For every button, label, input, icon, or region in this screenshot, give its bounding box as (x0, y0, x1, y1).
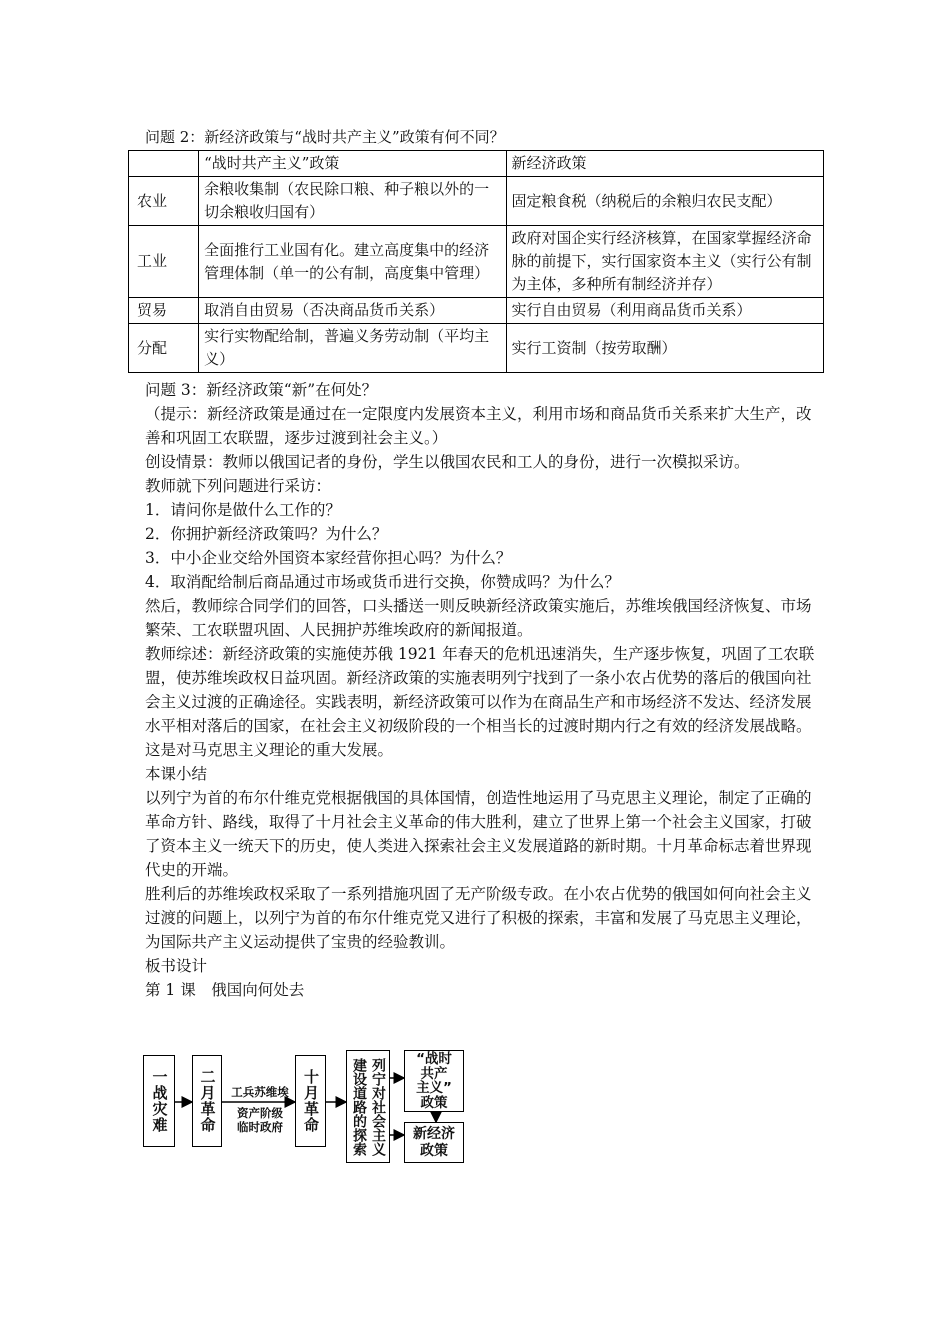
box-october-revolution (295, 1055, 326, 1147)
table-row (129, 324, 824, 373)
question-3: 问题 3：新经济政策“新”在何处？ (145, 381, 378, 399)
comparison-table (128, 150, 824, 373)
table-header-cell: 新经济政策 (506, 151, 823, 177)
table-row (129, 298, 824, 324)
nep-cell: 政府对国企实行经济核算，在国家掌握经济命脉的前提下，实行国家资本主义（实行公有制为主体，多种所有制经济并存） (506, 226, 823, 298)
summary-paragraph: 胜利后的苏维埃政权采取了一系列措施巩固了无产阶级专政。在小农占优势的俄国如何向社会主义过渡的问题上，以列宁为首的布尔什维克党又进行了积极的探索，丰富和发展了马克思主义理论，为国际共产主义运动提供了宝贵的经验教训。 (145, 885, 812, 951)
section-heading-summary: 本课小结 (145, 765, 208, 783)
box-label: 十月革命 (302, 1069, 320, 1133)
table-header-cell: “战时共产主义”政策 (199, 151, 506, 177)
box-new-economic-policy (404, 1122, 464, 1163)
box-label: 一战灾难 (150, 1069, 169, 1133)
wartime-cell: 全面推行工业国有化。建立高度集中的经济管理体制（单一的公有制，高度集中管理） (199, 226, 506, 298)
interview-question: 1．请问你是做什么工作的？ (145, 501, 341, 519)
nep-cell: 实行工资制（按劳取酬） (506, 324, 823, 373)
box-lenin-exploration (346, 1050, 390, 1163)
nep-cell: 实行自由贸易（利用商品货币关系） (506, 298, 823, 324)
row-label: 农业 (129, 177, 199, 226)
box-line: 主义” (416, 1080, 452, 1096)
label-provisional-gov: 临时政府 (237, 1120, 283, 1134)
row-label: 工业 (129, 226, 199, 298)
table-row (129, 177, 824, 226)
box-february-revolution (192, 1055, 222, 1147)
section-heading-board: 板书设计 (145, 957, 208, 975)
hint-paragraph: （提示：新经济政策是通过在一定限度内发展资本主义，利用市场和商品货币关系来扩大生产，改善和巩固工农联盟，逐步过渡到社会主义。） (145, 405, 812, 447)
board-diagram (140, 1050, 470, 1168)
wartime-cell: 余粮收集制（农民除口粮、种子粮以外的一切余粮收归国有） (199, 177, 506, 226)
row-label: 贸易 (129, 298, 199, 324)
interview-intro: 教师就下列问题进行采访： (145, 477, 332, 495)
lesson-title: 第 1 课 俄国向何处去 (145, 981, 305, 999)
label-bourgeois: 资产阶级 (237, 1106, 283, 1120)
box-line: 政策 (420, 1094, 448, 1111)
question-2: 问题 2：新经济政策与“战时共产主义”政策有何不同？ (145, 128, 505, 146)
row-label: 分配 (129, 324, 199, 373)
lesson-body (145, 378, 815, 1002)
wartime-cell: 实行实物配给制，普遍义务劳动制（平均主义） (199, 324, 506, 373)
summary-paragraph: 以列宁为首的布尔什维克党根据俄国的具体国情，创造性地运用了马克思主义理论，制定了正确的革命方针、路线，取得了十月社会主义革命的伟大胜利，建立了世界上第一个社会主义国家，打破了资本主义一统天下的历史，使人类进入探索社会主义发展道路的新时期。十月革命标志着世界现代史的开端。 (145, 789, 812, 879)
table-header-row (129, 151, 824, 177)
nep-cell: 固定粮食税（纳税后的余粮归农民支配） (506, 177, 823, 226)
box-war-disaster (143, 1055, 175, 1147)
label-soviets: 工兵苏维埃 (231, 1085, 289, 1099)
wartime-cell: 取消自由贸易（否决商品货币关系） (199, 298, 506, 324)
box-label: 二月革命 (198, 1069, 217, 1133)
box-line: 共产 (420, 1065, 448, 1082)
box-label: 列宁对社会主义建设道路的探索 (351, 1057, 386, 1156)
teacher-summary: 教师综述：新经济政策的实施使苏俄 1921 年春天的危机迅速消失，生产逐步恢复，巩固了工农联盟，使苏维埃政权日益巩固。新经济政策的实施表明列宁找到了一条小农占优势的落后的俄国向社会主义过渡的正确途径。实践表明，新经济政策可以作为在商品生产和市场经济不发达、经济发展水平相对落后的国家，在社会主义初级阶段的一个相当长的过渡时期内行之有效的经济发展战略。这是对马克思主义理论的重大发展。 (145, 645, 815, 759)
box-war-communism (404, 1050, 464, 1112)
box-line: 政策 (420, 1142, 448, 1159)
scenario-paragraph: 创设情景：教师以俄国记者的身份，学生以俄国农民和工人的身份，进行一次模拟采访。 (145, 453, 750, 471)
interview-question: 4．取消配给制后商品通过市场或货币进行交换，你赞成吗？为什么？ (145, 573, 620, 591)
box-line: “战时 (416, 1051, 452, 1067)
interview-question: 3．中小企业交给外国资本家经营你担心吗？为什么？ (145, 549, 512, 567)
box-line: 新经济 (413, 1125, 455, 1142)
table-row (129, 226, 824, 298)
interview-question: 2．你拥护新经济政策吗？为什么？ (145, 525, 388, 543)
table-header-cell (129, 151, 199, 177)
news-paragraph: 然后，教师综合同学们的回答，口头播送一则反映新经济政策实施后，苏维埃俄国经济恢复、市场繁荣、工农联盟巩固、人民拥护苏维埃政府的新闻报道。 (145, 597, 812, 639)
